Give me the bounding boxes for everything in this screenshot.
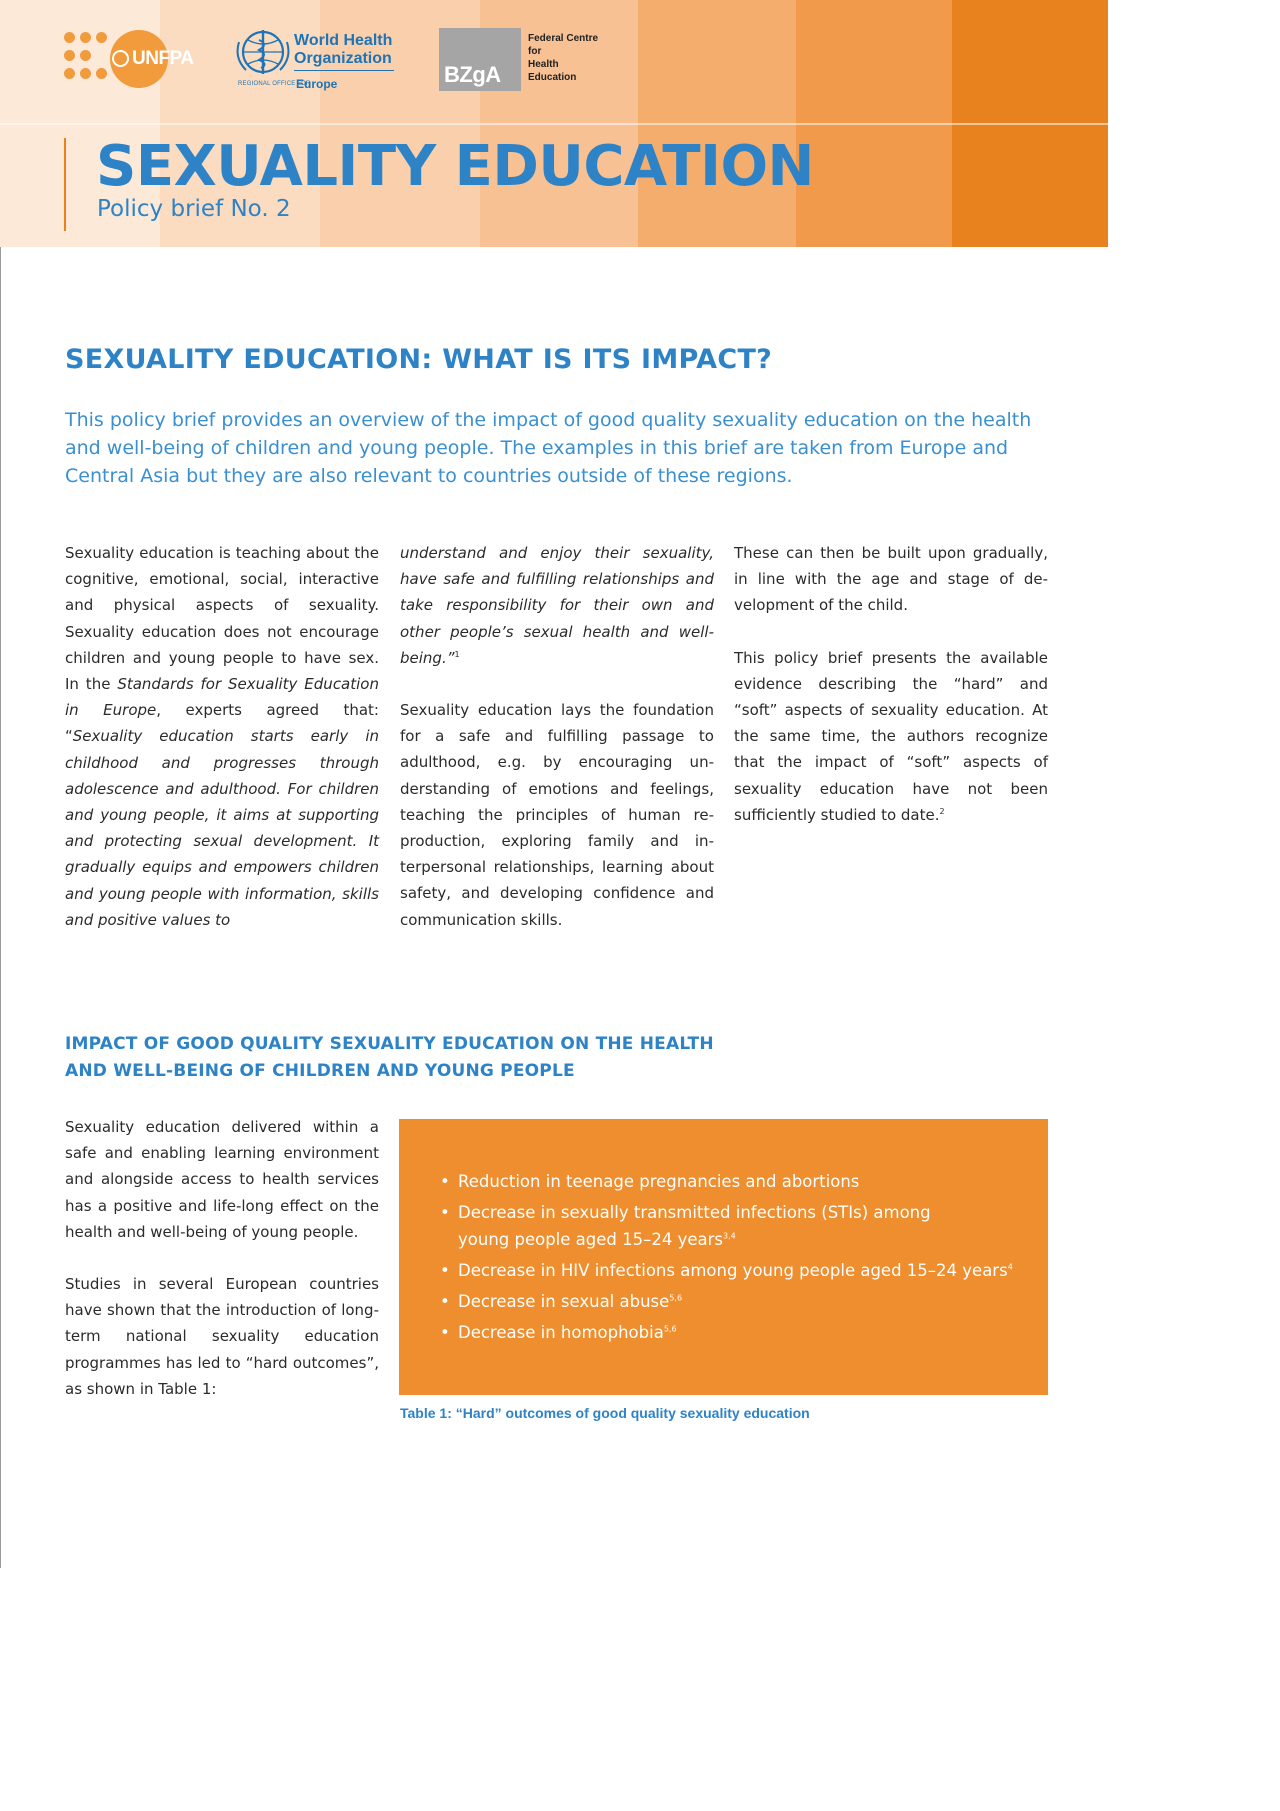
text-column-1 — [65, 540, 379, 959]
document-subtitle: Policy brief No. 2 — [97, 196, 291, 222]
who-region: Europe — [296, 77, 338, 91]
text-column-2 — [400, 540, 714, 959]
paragraph: Sexuality education is teaching about the cognitive, emotional, social, interactive and physical aspects of sexuality. Sexuality education does not encourage children and young people to have sex. In the Standards for Sexuality Education in Europe, experts agreed that: “Sexuality education starts early in childhood and progresses through adolescence and adulthood. For children and young people, it aims at supporting and protecting sexual development. It gradually equips and empowers children and young people with information, skills and positive values to — [65, 544, 379, 929]
outcome-item: • Decrease in HIV infections among young people aged 15–24 years$^4$ — [440, 1261, 1013, 1280]
outcome-item: • Decrease in sexual abuse$^{5,6}$ — [440, 1292, 683, 1311]
who-wordmark: World Health Organization — [294, 32, 393, 67]
bzga-logo — [439, 28, 609, 92]
paragraph: Studies in several European countries have shown that the introduction of long-term national sexuality education programmes has led to “hard outcomes”, as shown in Table 1: — [65, 1275, 379, 1398]
outcome-item: • Decrease in sexually transmitted infections (STIs) among young people aged 15–24 years$^{3,4}$ — [440, 1203, 931, 1249]
footnote-ref: 1 — [454, 649, 460, 659]
outcomes-list — [440, 1168, 1013, 1350]
table-caption: Table 1: “Hard” outcomes of good quality sexuality education — [400, 1405, 810, 1421]
un-emblem-icon — [112, 50, 129, 67]
paragraph: understand and enjoy their sexuality, have safe and fulfilling relationships and take responsibility for their own and other people’s sexual health and well-being.”$^1$ — [400, 544, 714, 667]
outcome-item: • Decrease in homophobia$^{5,6}$ — [440, 1323, 677, 1342]
paragraph: This policy brief presents the available evidence describing the “hard” and “soft” aspects of sexuality education. At the same time, the authors recognize that the impact of “soft” aspects of sexuality education have not been sufficiently studied to date.$^2$ — [734, 648, 1048, 824]
who-europe-logo — [236, 26, 406, 96]
outcome-item: • Reduction in teenage pregnancies and abortions — [440, 1172, 860, 1191]
header-band — [0, 0, 1108, 247]
paragraph: Sexuality education lays the foundation for a safe and fulfilling passage to adulthood, e.g. by encouraging understanding of emotions and feelings, teaching the principles of human reproduction, exploring family and interpersonal relationships, learning about safety, and developing confidence and communication skills. — [400, 701, 714, 929]
unfpa-wordmark: UNFPA — [132, 48, 194, 69]
paragraph: Sexuality education delivered within a safe and enabling learning environment and alongside access to health services has a positive and life-long effect on the health and well-being of young people. — [65, 1118, 379, 1241]
impact-text-column — [65, 1114, 379, 1428]
bzga-description: Federal Centre for Health Education — [528, 33, 599, 83]
impact-heading: IMPACT OF GOOD QUALITY SEXUALITY EDUCATION ON THE HEALTH AND WELL-BEING OF CHILDREN AND YOUNG PEOPLE — [65, 1034, 714, 1081]
section-heading: SEXUALITY EDUCATION: WHAT IS ITS IMPACT? — [65, 344, 773, 375]
document-title: SEXUALITY EDUCATION — [96, 134, 814, 199]
who-emblem-icon — [236, 28, 290, 78]
paragraph: These can then be built upon gradually, in line with the age and stage of development of the child. — [734, 544, 1048, 615]
bzga-wordmark: BZgA — [444, 62, 501, 87]
text-column-3 — [734, 540, 1048, 854]
unfpa-logo — [64, 28, 194, 92]
intro-paragraph: This policy brief provides an overview of the impact of good quality sexuality education on the health and well-being of children and young people. The examples in this brief are taken from Europe and Central Asia but they are also relevant to countries outside of these regions. — [65, 409, 1032, 487]
footnote-ref: 2 — [939, 806, 945, 816]
who-regional-office: REGIONAL OFFICE FOR — [238, 81, 311, 87]
title-accent-rule — [64, 138, 66, 231]
